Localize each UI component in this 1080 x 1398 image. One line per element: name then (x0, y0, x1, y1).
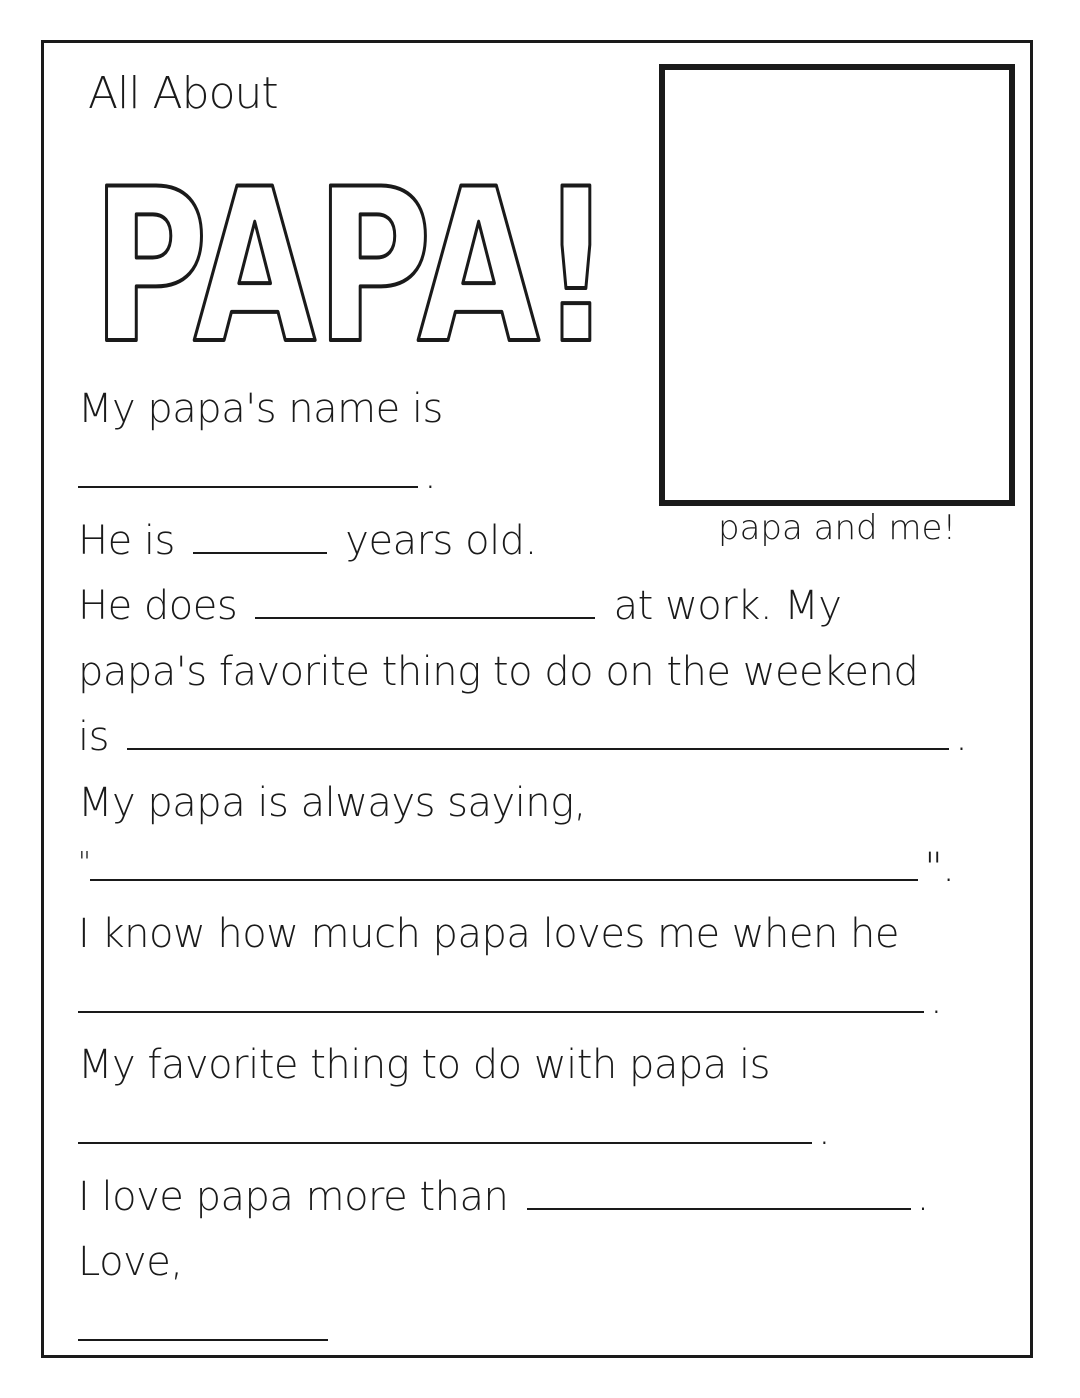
photo-caption: papa and me! (718, 508, 957, 548)
name-blank[interactable] (78, 456, 418, 488)
work-blank[interactable] (255, 587, 595, 619)
work-prompt: He does at work. My (78, 583, 842, 629)
weekend-prompt: papa's favorite thing to do on the weekend (78, 649, 919, 695)
signoff: Love, (78, 1239, 183, 1285)
age-prompt: He is years old. (78, 518, 537, 564)
weekend-answer-line: is . (78, 714, 968, 760)
subtitle: All About (88, 68, 278, 119)
favorite-blank[interactable] (78, 1112, 812, 1144)
saying-prompt: My papa is always saying, (78, 780, 586, 826)
loves-answer-line: . (78, 977, 942, 1023)
saying-answer-line: " ". (78, 845, 955, 891)
age-blank[interactable] (193, 522, 327, 554)
photo-box[interactable] (659, 64, 1015, 506)
signature-line (78, 1305, 334, 1351)
title-outline-text: PAPA! (92, 143, 612, 390)
more-than-prompt: I love papa more than . (78, 1174, 929, 1220)
name-answer-line: . (78, 452, 436, 498)
signature-blank[interactable] (78, 1309, 328, 1341)
saying-blank[interactable] (90, 849, 918, 881)
weekend-blank[interactable] (127, 718, 949, 750)
favorite-prompt: My favorite thing to do with papa is (78, 1042, 770, 1088)
loves-blank[interactable] (78, 981, 924, 1013)
name-prompt: My papa's name is (78, 386, 443, 432)
favorite-answer-line: . (78, 1108, 830, 1154)
loves-prompt: I know how much papa loves me when he (78, 911, 899, 957)
page-title (88, 143, 618, 390)
more-than-blank[interactable] (527, 1178, 911, 1210)
